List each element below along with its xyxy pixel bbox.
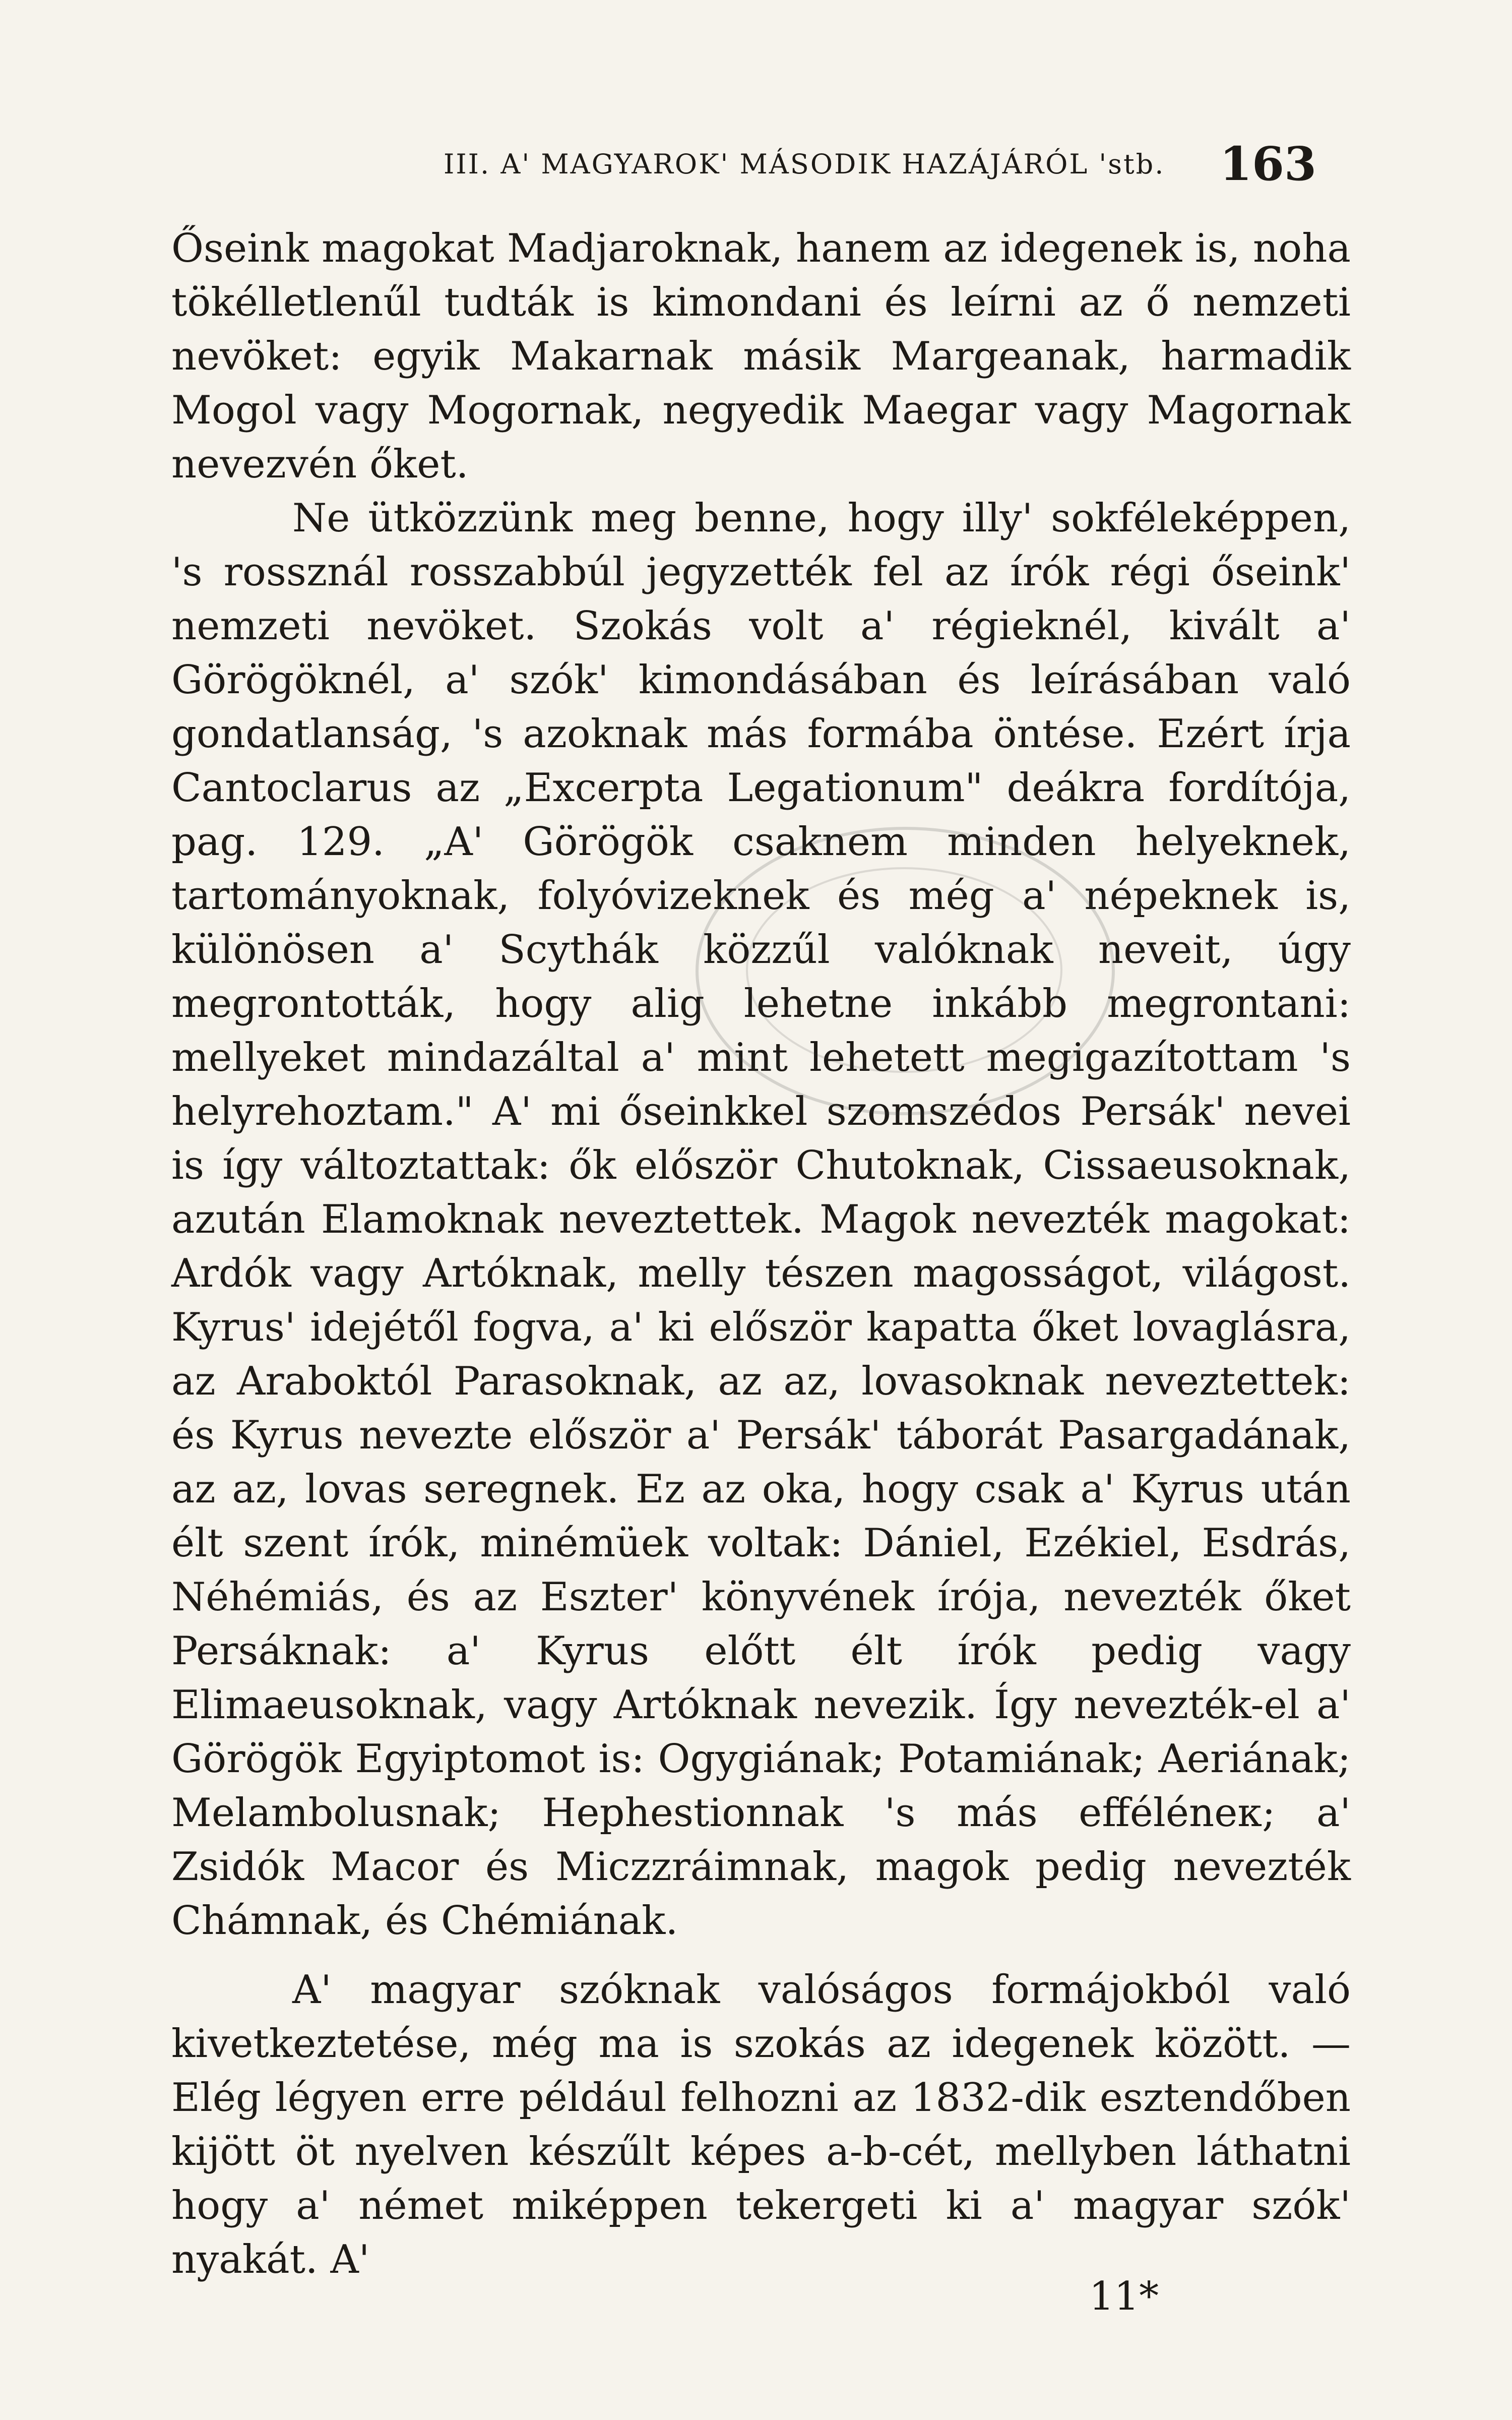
paragraph-1: Őseink magokat Madjaroknak, hanem az idegenek is, noha tökélletlenűl tudták is kimondani és leírni az ő nemzeti nevöket: egyik Makarnak másik Margeanak, harmadik Mogol vagy Mogornak, negyedik Maegar vagy Magornak nevezvén őket. xyxy=(171,226,1351,487)
paragraph-2: Ne ütközzünk meg benne, hogy illy' sokféleképpen, 's rossznál rosszabbúl jegyzették fel az írók régi őseink' nemzeti nevöket. Szokás volt a' régieknél, kivált a' Görögöknél, a' szók' kimondásában és leírásában való gondatlanság, 's azoknak más formába öntése. Ezért írja Cantoclarus az „Excerpta Legationum" deákra fordítója, pag. 129. „A' Görögök csaknem minden helyeknek, tartományoknak, folyóvizeknek és még a' népeknek is, különösen a' Scythák közzűl valóknak neveit, úgy megrontották, hogy alig lehetne inkább megrontani: mellyeket mindazáltal a' mint lehetett megigazítottam 's helyrehoztam." A' mi őseinkkel szomszédos Persák' nevei is így változtattak: ők először Chutoknak, Cissaeusoknak, azután Elamoknak neveztettek. Magok nevezték magokat: Ardók vagy Artóknak, melly tészen magosságot, világost. Kyrus' idejétől fogva, a' ki először kapatta őket lovaglásra, az Araboktól Parasoknak, az az, lovasoknak neveztettek: és Kyrus nevezte először a' Persák' táborát Pasargadának, az az, lovas seregnek. Ez az oka, hogy csak a' Kyrus után élt szent írók, minémüek voltak: Dániel, Ezékiel, Esdrás, Néhémiás, és az Eszter' könyvének írója, nevezték őket Persáknak: a' Kyrus előtt élt írók pedig vagy Elimaeusoknak, vagy Artóknak nevezik. Így nevezték-el a' Görögök Egyiptomot is: Ogygiának; Potamiának; Aeriának; Melambolusnak; Hephestionnak 's más efféléneк; a' Zsidók Macor és Miczzráimnak, magok pedig nevezték Chámnak, és Chémiának. xyxy=(171,496,1351,1944)
page-number: 163 xyxy=(1220,137,1317,191)
signature-mark: 11* xyxy=(1089,2274,1159,2319)
running-header: III. A' MAGYAROK' MÁSODIK HAZÁJÁRÓL 'stb. xyxy=(444,148,1165,180)
body-text xyxy=(171,222,1351,2287)
paragraph-3: A' magyar szóknak valóságos formájokból való kivetkeztetése, még ma is szokás az idegenek között. — Elég légyen erre például felhozni az 1832-dik esztendőben kijött öt nyelven készűlt képes a-b-cét, mellyben láthatni hogy a' német miképpen tekergeti ki a' magyar szók' nyakát. A' xyxy=(171,1967,1351,2282)
